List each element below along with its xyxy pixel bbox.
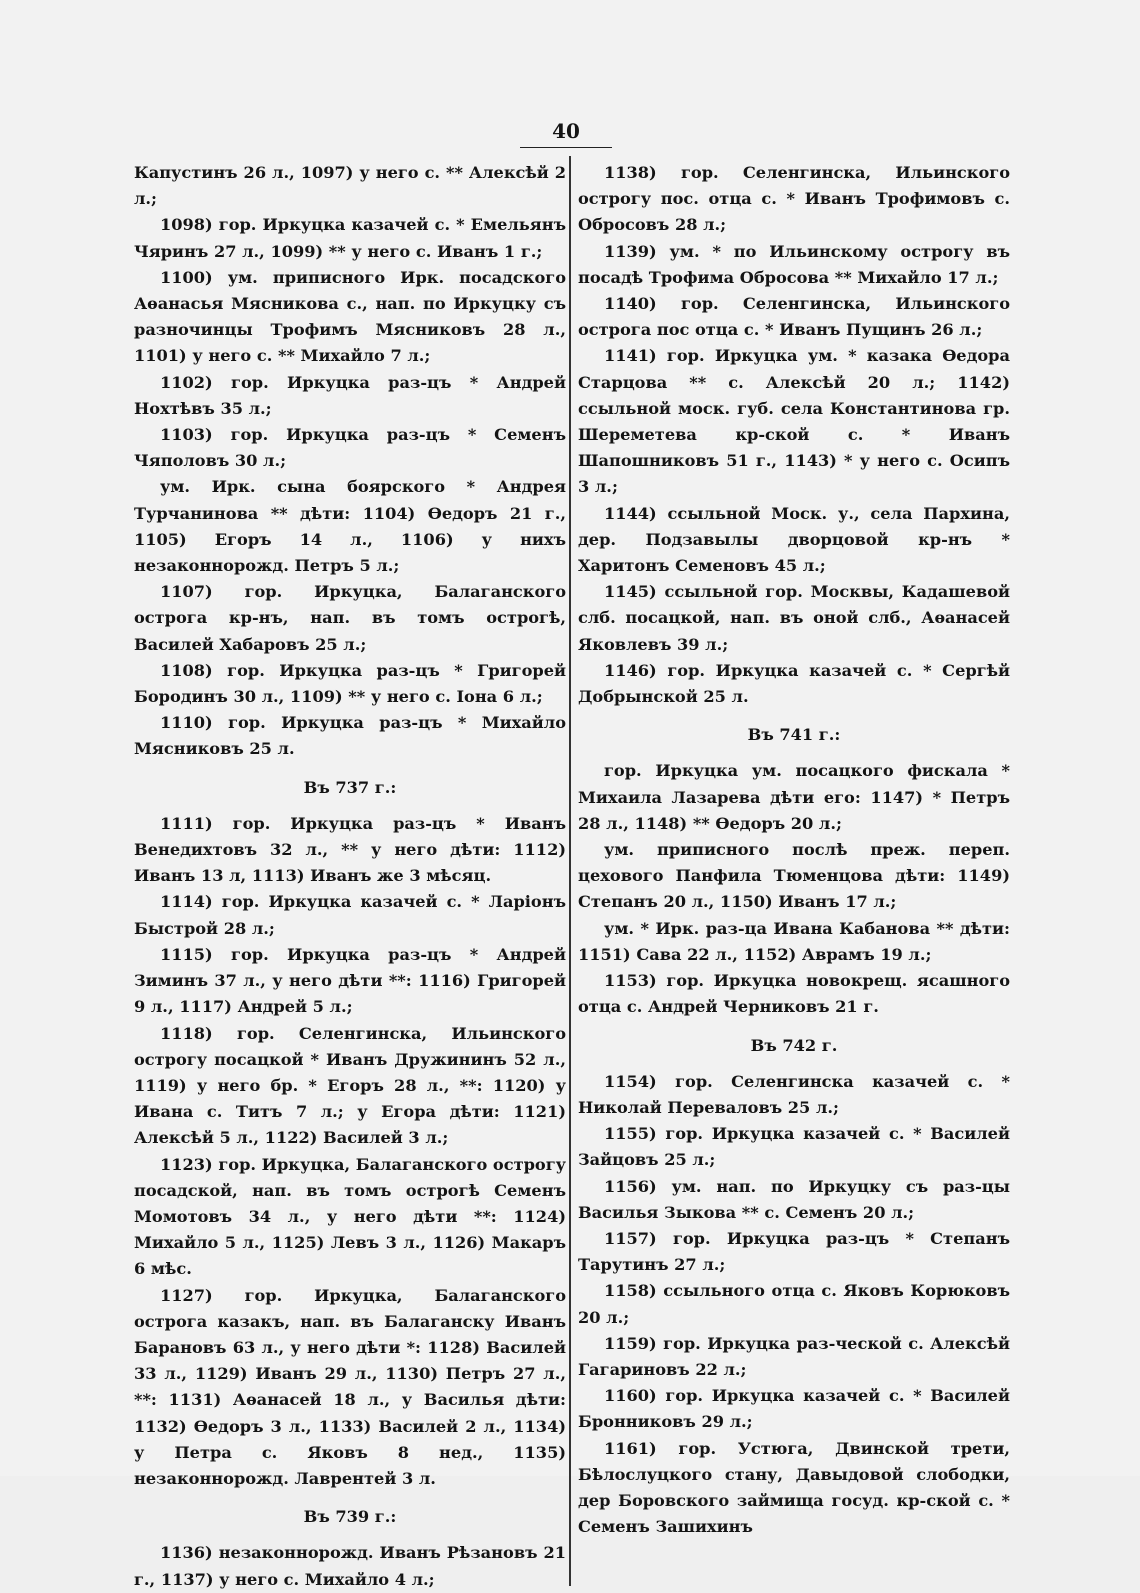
register-entry: 1136) незаконнорожд. Иванъ Рѣзановъ 21 г., 1137) у него с. Михайло 4 л.; bbox=[134, 1543, 566, 1589]
register-entry: 1145) ссыльной гор. Москвы, Кадашевой слб. посацкой, нап. въ оной слб., Аѳанасей Яковлевъ 39 л.; bbox=[578, 582, 1010, 654]
register-entry: 1118) гор. Селенгинска, Ильинского острогу посацкой * Иванъ Дружининъ 52 л., 1119) у него бр. * Егоръ 28 л., **: 1120) у Ивана с. Титъ 7 л.; у Егора дѣти: 1121) Алексѣй 5 л., 1122) Василей 3 л.; bbox=[134, 1023, 566, 1148]
register-entry: 1115) гор. Иркуцка раз-цъ * Андрей Зиминъ 37 л., у него дѣти **: 1116) Григорей 9 л., 1117) Андрей 5 л.; bbox=[134, 944, 566, 1017]
register-entry: Капустинъ 26 л., 1097) у него с. ** Алексѣй 2 л.; bbox=[134, 163, 566, 209]
register-entry: 1107) гор. Иркуцка, Балаганского острога кр-нъ, нап. въ томъ острогѣ, Василей Хабаровъ 25 л.; bbox=[134, 582, 566, 654]
register-entry: 1110) гор. Иркуцка раз-цъ * Михайло Мясниковъ 25 л. bbox=[134, 713, 566, 759]
register-entry: 1155) гор. Иркуцка казачей с. * Василей Зайцовъ 25 л.; bbox=[578, 1124, 1010, 1170]
year-heading: Въ 741 г.: bbox=[747, 725, 841, 745]
register-entry: 1141) гор. Иркуцка ум. * казака Ѳедора Старцова ** с. Алексѣй 20 л.; 1142) ссыльной моск. губ. села Константинова гр. Шереметева кр-ской с. * Иванъ Шапошниковъ 51 г., 1143) * у него с. Осипъ 3 л.; bbox=[578, 346, 1010, 497]
year-heading: Въ 737 г.: bbox=[303, 777, 397, 797]
register-entry: 1123) гор. Иркуцка, Балаганского острогу посадской, нап. въ томъ острогѣ Семенъ Момотовъ 34 л., у него дѣти **: 1124) Михайло 5 л., 1125) Левъ 3 л., 1126) Макаръ 6 мѣс. bbox=[134, 1154, 566, 1279]
register-entry: 1144) ссыльной Моск. у., села Пархина, дер. Подзавылы дворцовой кр-нъ * Харитонъ Семеновъ 45 л.; bbox=[578, 503, 1010, 576]
year-heading: Въ 739 г.: bbox=[303, 1507, 397, 1527]
register-entry: гор. Иркуцка ум. посацкого фискала * Михаила Лазарева дѣти его: 1147) * Петръ 28 л., 1148) ** Ѳедоръ 20 л.; bbox=[578, 761, 1010, 833]
register-entry: 1102) гор. Иркуцка раз-цъ * Андрей Нохтѣвъ 35 л.; bbox=[134, 372, 566, 418]
register-entry: 1156) ум. нап. по Иркуцку съ раз-цы Василья Зыкова ** с. Семенъ 20 л.; bbox=[578, 1176, 1010, 1222]
register-entry: 1127) гор. Иркуцка, Балаганского острога казакъ, нап. въ Балаганску Иванъ Барановъ 63 л., у него дѣти *: 1128) Василей 33 л., 1129) Иванъ 29 л., 1130) Петръ 27 л., **: 1131) Аѳанасей 18 л., у Василья дѣти: 1132) Ѳедоръ 3 л., 1133) Василей 2 л., 1134) у Петра с. Яковъ 8 нед., 1135) незаконнорожд. Лаврентей 3 л. bbox=[134, 1285, 566, 1488]
register-entry: 1146) гор. Иркуцка казачей с. * Сергѣй Добрынской 25 л. bbox=[578, 660, 1010, 707]
register-entry: 1157) гор. Иркуцка раз-цъ * Степанъ Тарутинъ 27 л.; bbox=[578, 1228, 1010, 1275]
page-number: 40 bbox=[520, 119, 612, 148]
register-entry: 1161) гор. Устюга, Двинской трети, Бѣлослуцкого стану, Давыдовой слободки, дер Боровского займища госуд. кр-ской с. * Семенъ Зашихинъ bbox=[578, 1438, 1010, 1537]
register-entry: 1103) гор. Иркуцка раз-цъ * Семенъ Чяполовъ 30 л.; bbox=[134, 425, 566, 471]
register-entry: 1154) гор. Селенгинска казачей с. * Николай Переваловъ 25 л.; bbox=[578, 1071, 1010, 1117]
column-divider bbox=[569, 156, 571, 1586]
register-entry: 1158) ссыльного отца с. Яковъ Корюковъ 20 л.; bbox=[578, 1281, 1010, 1327]
register-entry: ум. Ирк. сына боярского * Андрея Турчанинова ** дѣти: 1104) Ѳедоръ 21 г., 1105) Егоръ 14 л., 1106) у нихъ незаконнорожд. Петръ 5 л.; bbox=[134, 477, 566, 576]
register-entry: 1111) гор. Иркуцка раз-цъ * Иванъ Венедихтовъ 32 л., ** у него дѣти: 1112) Иванъ 13 л, 1113) Иванъ же 3 мѣсяц. bbox=[134, 813, 566, 886]
right-column bbox=[578, 160, 1010, 1540]
year-heading: Въ 742 г. bbox=[750, 1035, 838, 1055]
register-entry: 1098) гор. Иркуцка казачей с. * Емельянъ Чяринъ 27 л., 1099) ** у него с. Иванъ 1 г.; bbox=[134, 215, 566, 261]
register-entry: 1153) гор. Иркуцка новокрещ. ясашного отца с. Андрей Черниковъ 21 г. bbox=[578, 971, 1010, 1017]
register-entry: 1160) гор. Иркуцка казачей с. * Василей Бронниковъ 29 л.; bbox=[578, 1386, 1010, 1432]
left-column bbox=[134, 160, 566, 1593]
register-entry: 1114) гор. Иркуцка казачей с. * Ларіонъ Быстрой 28 л.; bbox=[134, 892, 566, 938]
register-entry: 1100) ум. приписного Ирк. посадского Аѳанасья Мясникова с., нап. по Иркуцку съ разночинцы Трофимъ Мясниковъ 28 л., 1101) у него с. ** Михайло 7 л.; bbox=[134, 267, 566, 366]
register-entry: 1140) гор. Селенгинска, Ильинского острога пос отца с. * Иванъ Пущинъ 26 л.; bbox=[578, 294, 1010, 340]
register-entry: 1139) ум. * по Ильинскому острогу въ посадѣ Трофима Обросова ** Михайло 17 л.; bbox=[578, 241, 1010, 287]
register-entry: ум. * Ирк. раз-ца Ивана Кабанова ** дѣти: 1151) Сава 22 л., 1152) Аврамъ 19 л.; bbox=[578, 918, 1010, 964]
register-entry: 1159) гор. Иркуцка раз-ческой с. Алексѣй Гагариновъ 22 л.; bbox=[578, 1333, 1010, 1379]
register-entry: 1108) гор. Иркуцка раз-цъ * Григорей Бородинъ 30 л., 1109) ** у него с. Іона 6 л.; bbox=[134, 660, 566, 707]
register-entry: 1138) гор. Селенгинска, Ильинского острогу пос. отца с. * Иванъ Трофимовъ с. Обросовъ 28 л.; bbox=[578, 163, 1010, 235]
register-entry: ум. приписного послѣ преж. переп. цехового Панфила Тюменцова дѣти: 1149) Степанъ 20 л., 1150) Иванъ 17 л.; bbox=[578, 840, 1010, 912]
